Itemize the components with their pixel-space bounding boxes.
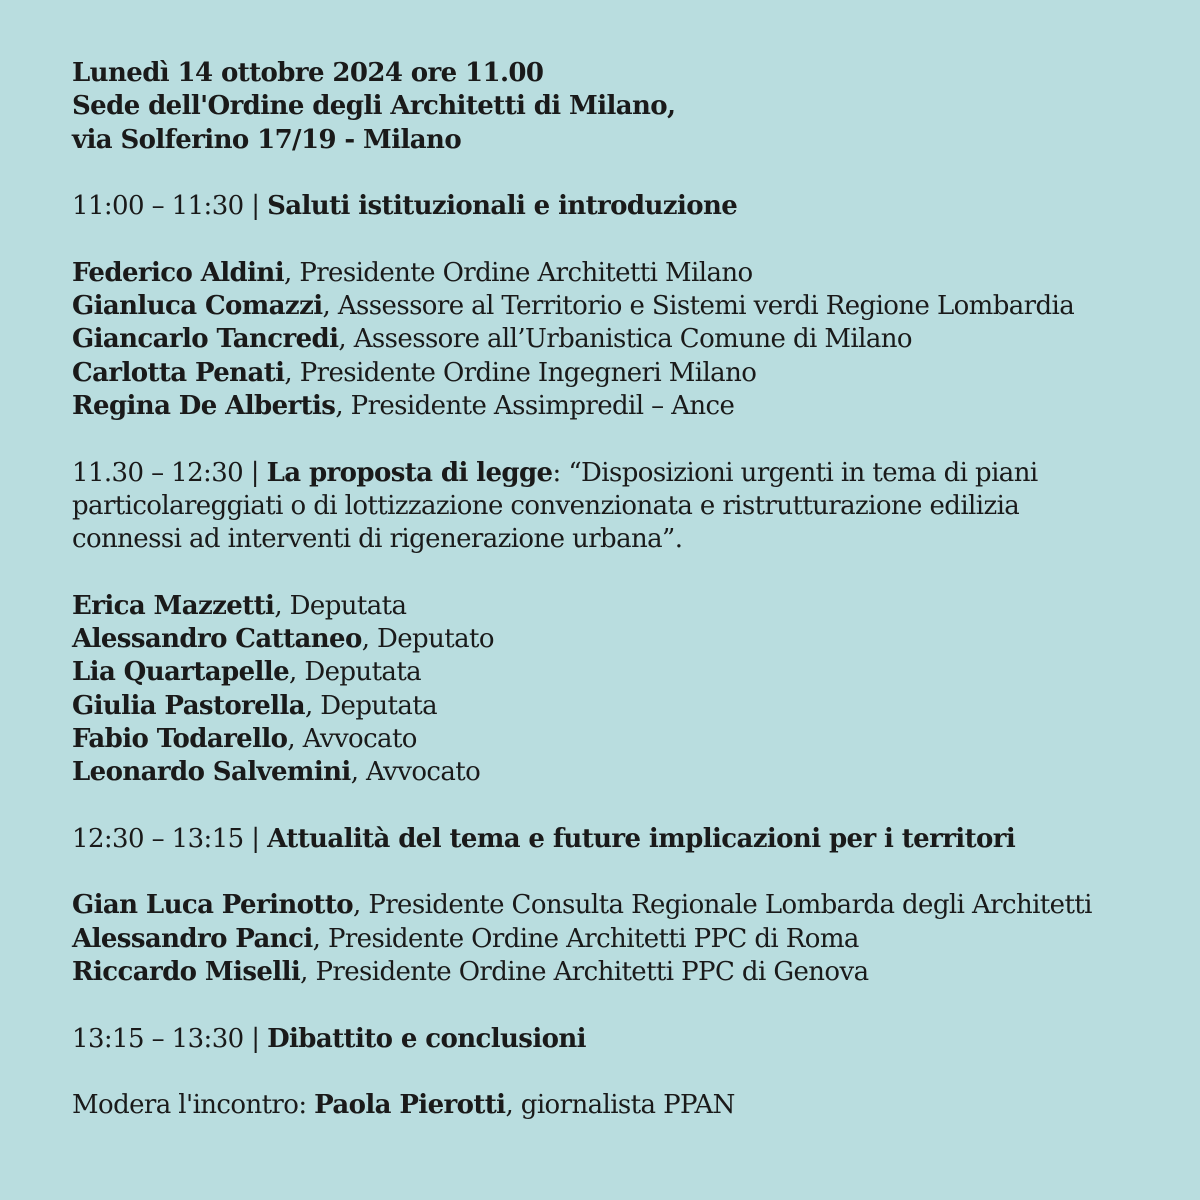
speaker-row [72,723,1172,756]
session-heading [72,457,1172,490]
spacer [72,790,1172,823]
event-program [72,57,1172,1123]
session-title: Saluti istituzionali e introduzione [267,191,738,222]
speaker-role: , Presidente Consulta Regionale Lombarda degli Architetti [352,890,1092,921]
speaker-name: Fabio Todarello [72,723,288,754]
speaker-role: , Assessore al Territorio e Sistemi verdi Regione Lombardia [322,291,1075,322]
speaker-row [72,956,1172,989]
speaker-row [72,923,1172,956]
speaker-role: , Presidente Ordine Ingegneri Milano [284,357,757,388]
moderator-name: Paola Pierotti [314,1090,506,1121]
speaker-row [72,889,1172,922]
speaker-row [72,656,1172,689]
spacer [72,423,1172,456]
speaker-role: , Deputato [361,624,494,655]
spacer [72,1056,1172,1089]
event-date: Lunedì 14 ottobre 2024 ore 11.00 [72,58,544,88]
speaker-role: , Presidente Ordine Architetti PPC di Roma [312,923,859,954]
session-time: 11.30 – 12:30 | [72,457,267,488]
session-time: 12:30 – 13:15 | [72,823,268,854]
speaker-name: Giancarlo Tancredi [72,324,339,355]
speaker-name: Giulia Pastorella [72,690,305,721]
session-subtitle-line: connessi ad interventi di rigenerazione urbana”. [72,524,683,555]
spacer [72,989,1172,1022]
speaker-row [72,390,1172,423]
speaker-name: Gian Luca Perinotto [72,890,353,921]
session-title: Dibattito e conclusioni [267,1023,586,1054]
speaker-row [72,257,1172,290]
speaker-name: Gianluca Comazzi [72,291,323,322]
moderator-role: , giornalista PPAN [505,1090,735,1121]
session-subtitle-line: particolareggiati o di lottizzazione convenzionata e ristrutturazione edilizia [72,490,1020,521]
speaker-name: Riccardo Miselli [72,957,301,988]
session-title: La proposta di legge [266,457,553,488]
speaker-role: , Presidente Assimpredil – Ance [335,390,735,421]
spacer [72,556,1172,589]
session-title: Attualità del tema e future implicazioni per i territori [267,823,1016,854]
speaker-role: , Presidente Ordine Architetti Milano [284,257,753,288]
speaker-row [72,323,1172,356]
speaker-name: Federico Aldini [72,257,284,288]
spacer [72,223,1172,256]
speaker-role: , Deputata [289,657,422,688]
speaker-role: , Presidente Ordine Architetti PPC di Genova [300,957,869,988]
speaker-role: , Deputata [304,690,438,721]
session-heading [72,190,1172,223]
speaker-name: Alessandro Panci [72,923,313,954]
speaker-row [72,290,1172,323]
spacer [72,856,1172,889]
speaker-name: Carlotta Penati [72,357,285,388]
speaker-name: Lia Quartapelle [72,657,290,688]
speaker-name: Alessandro Cattaneo [72,624,362,655]
speaker-row [72,690,1172,723]
moderator-row [72,1089,1172,1122]
speaker-role: , Avvocato [287,723,417,754]
event-venue: Sede dell'Ordine degli Architetti di Milano, [72,91,676,122]
session-subtitle: : “Disposizioni urgenti in tema di piani [552,457,1038,488]
speaker-role: , Assessore all’Urbanistica Comune di Milano [338,324,912,355]
session-heading [72,823,1172,856]
speaker-name: Regina De Albertis [72,390,336,421]
speaker-row [72,623,1172,656]
speaker-name: Leonardo Salvemini [72,757,351,788]
spacer [72,157,1172,190]
session-time: 13:15 – 13:30 | [72,1023,268,1054]
speaker-name: Erica Mazzetti [72,590,275,621]
event-address: via Solferino 17/19 - Milano [72,124,462,155]
session-heading [72,1023,1172,1056]
moderator-label: Modera l'incontro: [72,1090,315,1121]
session-time: 11:00 – 11:30 | [72,191,268,222]
speaker-row [72,756,1172,789]
speaker-role: , Deputata [274,590,407,621]
speaker-role: , Avvocato [350,757,481,788]
speaker-row [72,590,1172,623]
event-header [72,57,1172,157]
speaker-row [72,357,1172,390]
